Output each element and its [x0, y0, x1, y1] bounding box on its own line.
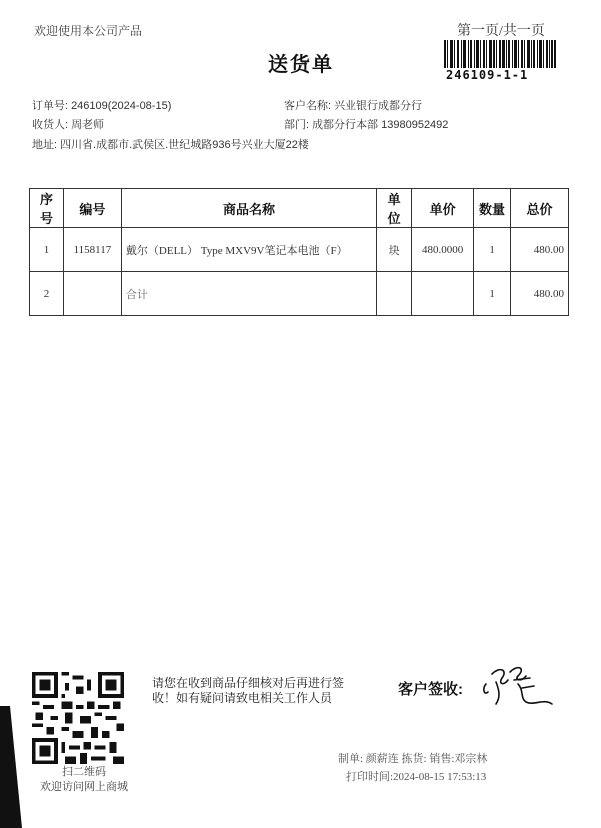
customer-name	[284, 97, 422, 113]
dept-label: 部门:	[284, 119, 310, 131]
print-time: 打印时间:2024-08-15 17:53:13	[346, 771, 487, 783]
notice-text: 请您在收到商品仔细核对后再进行签收！如有疑问请致电相关工作人员	[152, 676, 345, 705]
address-label: 地址:	[32, 139, 58, 151]
qr-caption-line1: 扫二维码	[62, 766, 106, 778]
customer-label: 客户名称:	[284, 100, 332, 112]
barcode-number: 246109-1-1	[446, 68, 529, 82]
page-info: 第一页/共一页	[457, 24, 545, 39]
table-row	[30, 228, 569, 272]
header-seq: 序号	[30, 189, 64, 228]
receiver-label: 收货人:	[32, 119, 69, 131]
cell-name: 合计	[121, 272, 376, 316]
cell-unit	[377, 272, 412, 316]
qr-caption-line2: 欢迎访问网上商城	[40, 781, 128, 793]
header-price: 单价	[412, 189, 474, 228]
cell-qty: 1	[474, 272, 511, 316]
qr-caption	[34, 765, 134, 795]
header-qty: 数量	[474, 189, 511, 228]
cell-total: 480.00	[511, 272, 569, 316]
cell-unit: 块	[377, 228, 412, 272]
scan-shadow	[0, 706, 22, 828]
qr-code	[32, 672, 124, 764]
cell-total: 480.00	[511, 228, 569, 272]
table-header-row	[30, 189, 569, 228]
receiver	[32, 116, 104, 132]
sign-label: 客户签收:	[398, 681, 463, 698]
order-number	[32, 97, 171, 113]
cell-qty: 1	[474, 228, 511, 272]
staff-info: 制单: 颜薪连 拣货: 销售:邓宗林	[338, 753, 488, 765]
cell-code	[63, 272, 121, 316]
header-unit: 单位	[377, 189, 412, 228]
table-row	[30, 272, 569, 316]
cell-code: 1158117	[63, 228, 121, 272]
cell-seq: 1	[30, 228, 64, 272]
address	[32, 136, 309, 152]
order-label: 订单号:	[32, 100, 69, 112]
barcode	[444, 40, 556, 68]
header-total: 总价	[511, 189, 569, 228]
cell-price	[412, 272, 474, 316]
items-table	[29, 188, 569, 316]
department	[284, 116, 448, 132]
header-code: 编号	[63, 189, 121, 228]
header-name: 商品名称	[121, 189, 376, 228]
cell-name: 戴尔（DELL） Type MXV9V笔记本电池（F）	[121, 228, 376, 272]
order-value: 246109(2024-08-15)	[71, 100, 172, 112]
welcome-text: 欢迎使用本公司产品	[34, 24, 143, 38]
address-value: 四川省.成都市.武侯区.世纪城路936号兴业大厦22楼	[60, 139, 309, 151]
cell-seq: 2	[30, 272, 64, 316]
signature-icon	[478, 658, 560, 716]
customer-value: 兴业银行成都分行	[334, 100, 423, 112]
document-title: 送货单	[268, 54, 334, 76]
cell-price: 480.0000	[412, 228, 474, 272]
receiver-value: 周老师	[71, 119, 105, 131]
dept-value: 成都分行本部 13980952492	[312, 119, 449, 131]
